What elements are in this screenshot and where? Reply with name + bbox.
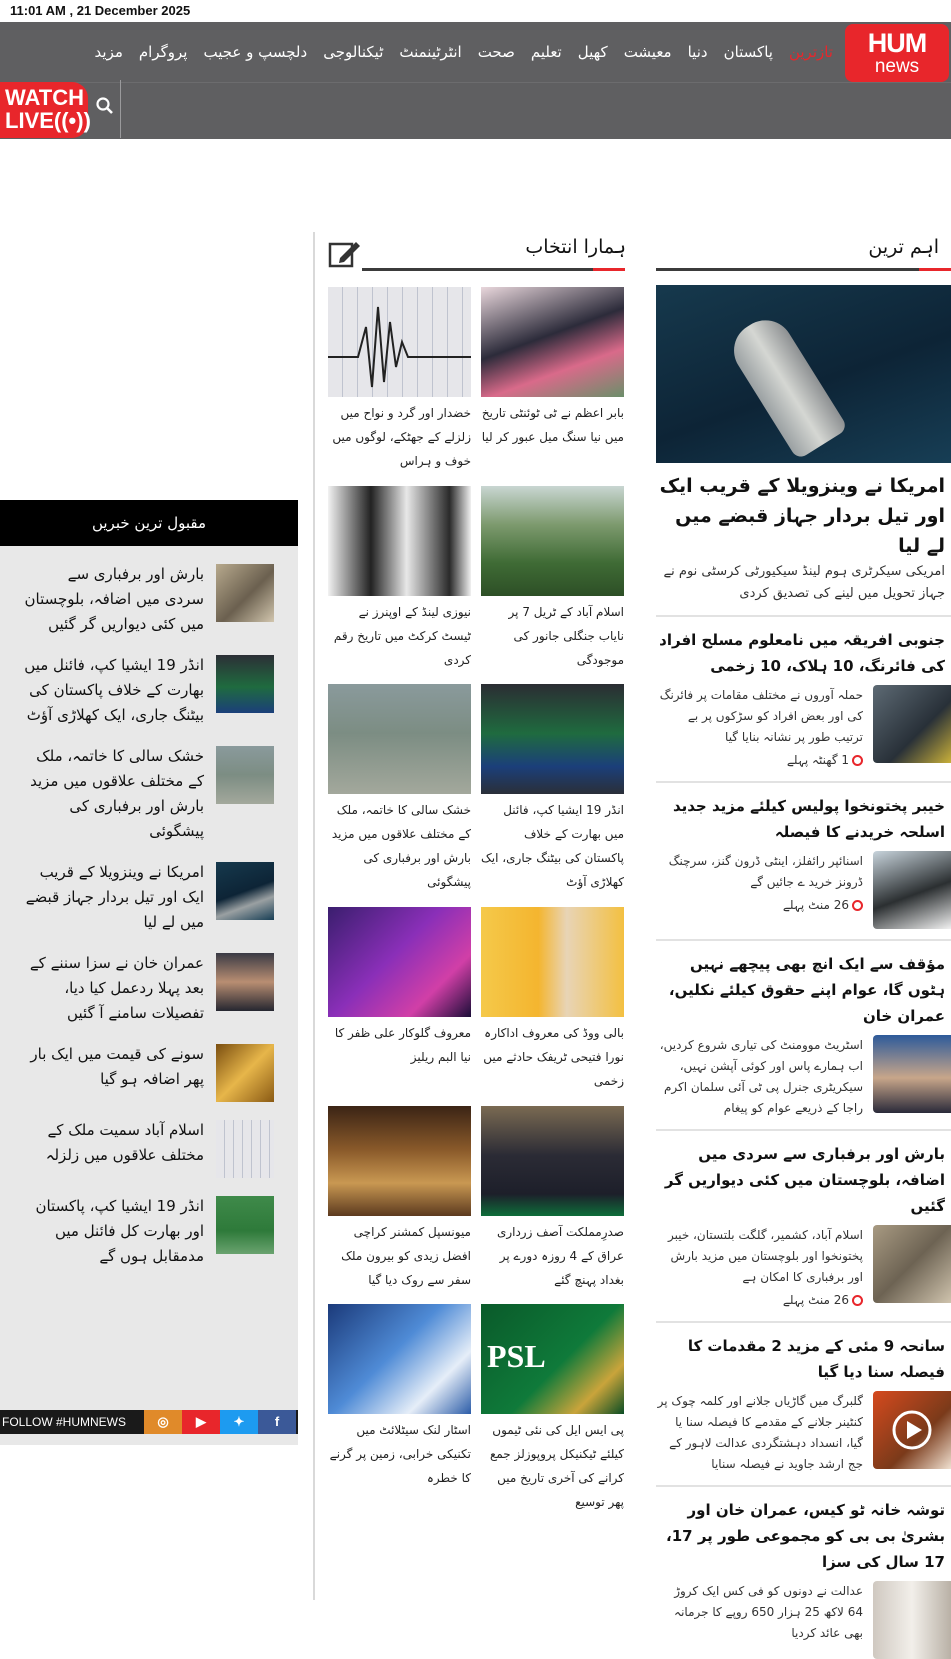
popular-item[interactable] [0,852,298,943]
hero-image[interactable] [656,285,951,463]
column-divider [313,232,315,1600]
nav-item-pakistan[interactable]: پاکستان [723,43,773,61]
nav-item-more[interactable]: مزید [94,43,123,61]
hero-summary: امریکی سیکرٹری ہوم لینڈ سیکیورٹی کرسٹی نوم نے جہاز تحویل میں لینے کی تصدیق کردی [663,564,945,601]
list-item-thumbnail[interactable] [873,1581,951,1659]
logo-line1: HUM [867,28,927,58]
list-item-time: 1 گھنٹہ پہلے [656,750,863,771]
popular-item[interactable] [0,1034,298,1110]
watch-live-line1: WATCH [5,85,85,110]
popular-thumbnail[interactable] [216,953,274,1011]
popular-news-panel [0,500,298,1445]
pick-caption[interactable]: اسلام آباد کے ٹریل 7 پر نایاب جنگلی جانور کی موجودگی [508,605,624,667]
divider [656,781,951,783]
seismograph-icon [328,287,471,397]
list-item-title[interactable]: مؤقف سے ایک انچ بھی پیچھے نہیں ہٹوں گا، عوام اپنے حقوق کیلئے نکلیں، عمران خان [668,955,945,1025]
list-item-thumbnail[interactable] [873,851,951,929]
pick-card[interactable] [481,486,624,672]
pick-image[interactable] [328,287,471,397]
nav-item-entertainment[interactable]: انٹرٹینمنٹ [399,43,462,61]
popular-thumbnail[interactable] [216,746,274,804]
main-nav [95,30,833,74]
follow-label: FOLLOW #HUMNEWS [2,1415,127,1429]
pick-image[interactable] [328,486,471,596]
pick-caption[interactable]: بالی ووڈ کی معروف اداکارہ نورا فتیحی ٹریفک حادثے میں زخمی [483,1026,624,1088]
list-item[interactable] [656,627,951,771]
list-item-title[interactable]: خیبر پختونخوا پولیس کیلئے مزید جدید اسلحہ خریدنے کا فیصلہ [672,797,945,841]
pick-image[interactable] [328,684,471,794]
divider [656,1485,951,1487]
youtube-icon[interactable]: ▶ [182,1410,220,1434]
list-item-summary: حملہ آوروں نے مختلف مقامات پر فائرنگ کی اور بعض افراد کو سڑکوں پر بے ترتیب طور پر نشانہ بنایا گیا [659,688,863,744]
header-divider [0,82,951,83]
list-item-thumbnail[interactable] [873,1035,951,1113]
edit-icon [328,238,362,268]
divider [656,1129,951,1131]
list-item-summary: اسنائپر رائفلز، اینٹی ڈرون گنز، سرچنگ ڈرونز خرید ے جائیں گے [668,854,863,889]
list-item[interactable] [656,951,951,1119]
popular-thumbnail[interactable] [216,1120,274,1178]
list-item-time: 26 منٹ پہلے [656,1290,863,1311]
nav-item-latest[interactable]: تازترین [788,43,833,61]
clock-icon [852,900,863,911]
popular-item[interactable] [0,1110,298,1186]
popular-item[interactable] [0,1186,298,1277]
popular-title[interactable]: امریکا نے وینزویلا کے قریب ایک اور تیل بردار جہاز قبضے میں لے لیا [25,863,204,931]
pick-card[interactable] [328,1106,471,1292]
nav-item-interesting[interactable]: دلچسپ و عجیب [203,43,308,61]
pick-caption[interactable]: انڈر 19 ایشیا کپ، فائنل میں بھارت کے خلاف پاکستان کی بیٹنگ جاری، ایک کھلاڑی آؤٹ [481,803,624,889]
pick-caption[interactable]: بابر اعظم نے ٹی ٹوئنٹی تاریخ میں نیا سنگ میل عبور کر لیا [481,406,624,444]
top-news-column [656,285,951,1659]
pick-card[interactable] [328,907,471,1069]
pick-caption[interactable]: معروف گلوکار علی ظفر کا نیا البم ریلیز [334,1026,471,1064]
list-item-title[interactable]: سانحہ 9 مئی کے مزید 2 مقدمات کا فیصلہ سنا دیا گیا [687,1337,945,1381]
clock-icon [852,755,863,766]
pick-card[interactable] [328,287,471,473]
clock-icon [852,1295,863,1306]
nav-item-world[interactable]: دنیا [687,43,708,61]
popular-thumbnail[interactable] [216,655,274,713]
pick-image[interactable] [481,907,624,1017]
hum-news-logo[interactable] [845,24,949,82]
list-item-summary: گلبرگ میں گاڑیاں جلانے اور کلمہ چوک پر کنٹینر جلانے کے مقدمے کا فیصلہ سنا یا گیا، انسداد دہشتگردی عدالت لاہور کے جج ارشد جاوید نے فیصلہ سنایا [657,1394,863,1471]
nav-item-programs[interactable]: پروگرام [138,43,188,61]
list-item-thumbnail[interactable] [873,1225,951,1303]
pick-caption[interactable]: نیوزی لینڈ کے اوپنرز نے ٹیسٹ کرکٹ میں تاریخ رقم کردی [333,605,471,667]
list-item-title[interactable]: توشہ خانہ ٹو کیس، عمران خان اور بشریٰ بی بی کو مجموعی طور پر 17، 17 سال کی سزا [666,1501,945,1571]
list-item-thumbnail[interactable] [873,1391,951,1469]
pick-caption[interactable]: اسٹار لنک سیٹلائٹ میں تکنیکی خرابی، زمین پر گرنے کا خطرہ [329,1423,471,1485]
popular-item[interactable] [0,645,298,736]
tanker-ship-shape [723,310,848,461]
pick-caption[interactable]: خضدار اور گرد و نواح میں زلزلے کے جھٹکے، لوگوں میں خوف و ہراس [332,406,471,468]
header-vertical-divider [120,80,121,138]
follow-bar [0,1410,298,1434]
popular-thumbnail[interactable] [216,1196,274,1254]
pick-card[interactable] [481,1106,624,1292]
site-header [0,22,951,139]
popular-title[interactable]: انڈر 19 ایشیا کپ، فائنل میں بھارت کے خلاف پاکستان کی بیٹنگ جاری، ایک کھلاڑی آؤٹ [24,656,204,724]
popular-title[interactable]: سونے کی قیمت میں ایک بار پھر اضافہ ہو گیا [30,1045,204,1088]
popular-item[interactable] [0,736,298,852]
popular-heading: مقبول ترین خبریں [0,500,298,546]
popular-thumbnail[interactable] [216,1044,274,1102]
section-title-picks: ہمارا انتخاب [525,236,626,258]
list-item[interactable] [656,1333,951,1475]
list-item[interactable] [656,1141,951,1311]
watch-live-button[interactable] [0,82,91,138]
pick-caption[interactable]: پی ایس ایل کی نئی ٹیموں کیلئے ٹیکنیکل پروپوزلز جمع کرانے کی آخری تاریخ میں پھر توسیع [489,1423,624,1509]
pick-image[interactable] [328,1304,471,1414]
nav-item-technology[interactable]: ٹیکنالوجی [323,43,384,61]
pick-caption[interactable]: صدرِمملکت آصف زرداری عراق کے 4 روزہ دورے پر بغداد پہنچ گئے [496,1225,624,1287]
pick-image[interactable] [481,287,624,397]
nav-item-economy[interactable]: معیشت [623,43,672,61]
popular-item[interactable] [0,554,298,645]
pick-card[interactable] [328,684,471,894]
list-item-summary: اسلام آباد، کشمیر، گلگت بلتستان، خیبر پختونخوا اور بلوچستان میں مزید بارش اور برفباری کا امکان ہے [667,1228,863,1284]
pick-card[interactable] [481,907,624,1093]
nav-item-sports[interactable]: کھیل [577,43,608,61]
nav-item-education[interactable]: تعلیم [530,43,562,61]
pick-card[interactable] [481,1304,624,1514]
pick-card[interactable] [481,287,624,449]
section-title-top: اہم ترین [868,236,939,258]
list-item-title[interactable]: بارش اور برفباری سے سردی میں اضافہ، بلوچستان میں کئی دیواریں گر گئیں [664,1145,945,1215]
list-item-time: 26 منٹ پہلے [656,895,863,916]
nav-item-health[interactable]: صحت [477,43,515,61]
list-item[interactable] [656,793,951,929]
pick-caption[interactable]: میونسپل کمشنر کراچی افضل زیدی کو بیرون ملک سفر سے روک دیا گیا [341,1225,471,1287]
pick-card[interactable] [481,684,624,894]
twitter-icon[interactable]: ✦ [220,1410,258,1434]
pick-image[interactable] [481,684,624,794]
list-item-title[interactable]: جنوبی افریقہ میں نامعلوم مسلح افراد کی فائرنگ، 10 ہلاک، 10 زخمی [659,631,945,675]
pick-caption[interactable]: خشک سالی کا خاتمہ، ملک کے مختلف علاقوں میں مزید بارش اور برفباری کی پیشگوئی [331,803,471,889]
psl-logo-text: PSL [487,1338,546,1374]
pick-card[interactable] [328,486,471,672]
divider [656,615,951,617]
divider [656,939,951,941]
section-underline-picks [362,268,625,271]
divider [656,1321,951,1323]
list-item-thumbnail[interactable] [873,685,951,763]
hero-headline[interactable]: امریکا نے وینزویلا کے قریب ایک اور تیل بردار جہاز قبضے میں لے لیا [659,475,945,557]
popular-thumbnail[interactable] [216,862,274,920]
popular-thumbnail[interactable] [216,564,274,622]
popular-title[interactable]: خشک سالی کا خاتمہ، ملک کے مختلف علاقوں میں مزید بارش اور برفباری کی پیشگوئی [30,747,204,840]
pick-image[interactable] [328,907,471,1017]
watch-live-line2: LIVE((•)) [5,108,91,133]
pick-image[interactable] [481,1106,624,1216]
search-icon[interactable] [95,96,115,116]
logo-line2: news [874,56,920,77]
facebook-icon[interactable]: f [258,1410,296,1434]
popular-title[interactable]: انڈر 19 ایشیا کپ، پاکستان اور بھارت کل فائنل میں مدمقابل ہوں گے [35,1197,204,1265]
pick-image[interactable] [481,486,624,596]
pick-image[interactable] [328,1106,471,1216]
list-item-summary: اسٹریٹ موومنٹ کی تیاری شروع کردیں، اب ہمارے پاس اور کوئی آپشن نہیں، سیکریٹری جنرل پی ٹی آئی سلمان اکرم راجا کے ذریعے عوام کو پیغام [659,1038,863,1115]
popular-title[interactable]: اسلام آباد سمیت ملک کے مختلف علاقوں میں زلزلہ [45,1121,204,1164]
popular-title[interactable]: عمران خان نے سزا سننے کے بعد پہلا ردعمل کیا دیا، تفصیلات سامنے آ گئیں [29,954,204,1022]
pick-image[interactable] [481,1304,624,1414]
date-time-bar: 11:01 AM , 21 December 2025 [0,0,951,22]
list-item-summary: عدالت نے دونوں کو فی کس ایک کروڑ 64 لاکھ 25 ہزار 650 روپے کا جرمانہ بھی عائد کردیا [674,1584,863,1640]
list-item[interactable] [656,1497,951,1659]
popular-title[interactable]: بارش اور برفباری سے سردی میں اضافہ، بلوچستان میں کئی دیواریں گر گئیں [24,565,204,633]
instagram-icon[interactable]: ◎ [144,1410,182,1434]
play-icon [891,1409,933,1451]
popular-item[interactable] [0,943,298,1034]
section-underline-top [656,268,951,271]
pick-card[interactable] [328,1304,471,1490]
